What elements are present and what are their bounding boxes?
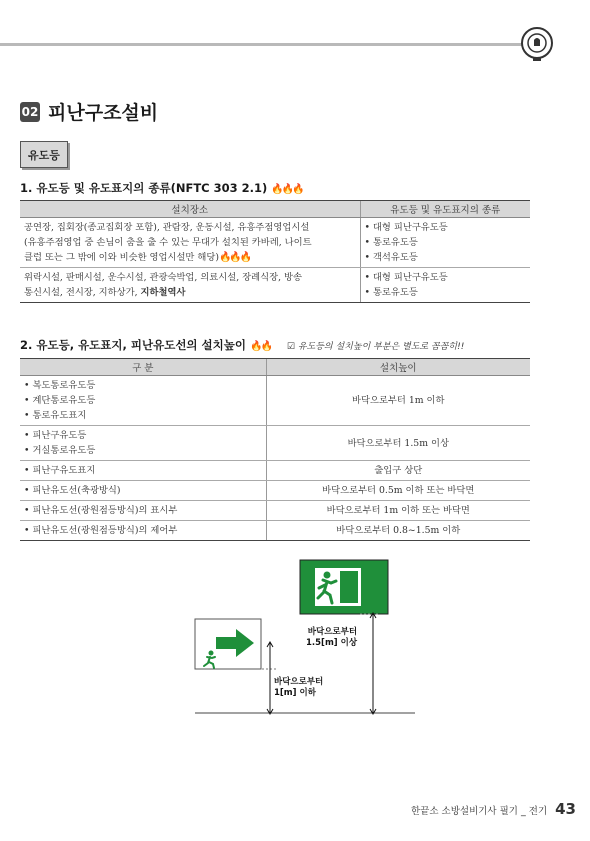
table2-header-category: 구 분 (20, 359, 266, 376)
list-item: • 거실통로유도등 (24, 445, 96, 456)
label-low-height (274, 677, 323, 699)
table2-height-cell: 바닥으로부터 1m 이하 (266, 376, 530, 426)
flame-icon: 🔥🔥🔥 (271, 184, 303, 195)
table2-height-cell: 바닥으로부터 0.8~1.5m 이하 (266, 521, 530, 541)
text-line: (유흥주점영업 중 손님이 춤을 출 수 있는 무대가 설치된 카바레, 나이트 (24, 237, 312, 248)
flame-icon: 🔥🔥🔥 (218, 252, 251, 263)
table2-height-cell: 바닥으로부터 1m 이하 또는 바닥면 (266, 501, 530, 521)
list-item: • 통로유도등 (364, 237, 418, 248)
table-row (20, 268, 530, 303)
table2-header-height: 설치높이 (266, 359, 530, 376)
table-guide-light-types (20, 200, 530, 303)
table2-height-cell: 바닥으로부터 0.5m 이하 또는 바닥면 (266, 481, 530, 501)
table2-category-cell: • 피난유도선(축광방식) (20, 481, 266, 501)
subsection-2-text: 2. 유도등, 유도표지, 피난유도선의 설치높이 (20, 338, 246, 352)
table2-category-cell (20, 426, 266, 461)
exit-sign-icon (300, 560, 388, 614)
table-row (20, 501, 530, 521)
table-row (20, 461, 530, 481)
bell-icon (518, 22, 556, 62)
flame-icon: 🔥🔥 (250, 341, 271, 352)
text-segment: 통신시설, 전시장, 지하상가, (24, 287, 141, 298)
list-item: • 계단통로유도등 (24, 395, 96, 406)
table-install-height (20, 358, 530, 541)
table-row (20, 481, 530, 501)
text-line (24, 285, 356, 300)
text-line: 1[m] 이하 (274, 688, 316, 698)
study-note: ☑ 유도등의 설치높이 부분은 별도로 꼼꼼히!! (286, 342, 465, 352)
table1-types-cell (360, 268, 530, 303)
list-item: • 피난구유도등 (24, 430, 87, 441)
table2-category-cell: • 피난유도선(광원점등방식)의 표시부 (20, 501, 266, 521)
list-item: • 통로유도표지 (24, 410, 87, 421)
table-row (20, 218, 530, 268)
text-line: 바닥으로부터 (307, 627, 358, 637)
table2-category-cell: • 피난유도선(광원점등방식)의 제어부 (20, 521, 266, 541)
bold-text: 지하철역사 (140, 287, 186, 298)
page-footer (411, 800, 576, 818)
table1-header-place: 설치장소 (20, 201, 360, 218)
list-item: • 대형 피난구유도등 (364, 272, 448, 283)
subsection-2-title (20, 337, 464, 353)
subsection-1-title (20, 180, 303, 196)
table2-category-cell: • 피난구유도표지 (20, 461, 266, 481)
section-heading: 피난구조설비 (48, 102, 159, 124)
corridor-guide-sign-icon (195, 619, 261, 669)
text-line: 위락시설, 판매시설, 운수시설, 관광숙박업, 의료시설, 장례식장, 방송 (24, 272, 302, 283)
section-title (20, 98, 158, 125)
table-row (20, 426, 530, 461)
list-item: • 통로유도등 (364, 287, 418, 298)
topic-tag: 유도등 (20, 141, 68, 168)
list-item: • 객석유도등 (364, 252, 418, 263)
table1-types-cell (360, 218, 530, 268)
list-item: • 복도통로유도등 (24, 380, 96, 391)
table-row (20, 521, 530, 541)
table1-header-types: 유도등 및 유도표지의 종류 (360, 201, 530, 218)
table1-place-cell (20, 218, 360, 268)
table2-height-cell: 바닥으로부터 1.5m 이상 (266, 426, 530, 461)
top-rule (0, 43, 528, 46)
text-segment: 클럽 또는 그 밖에 이와 비슷한 영업시설만 해당) (24, 252, 219, 263)
page-number: 43 (555, 800, 576, 818)
text-line: 바닥으로부터 (274, 677, 324, 687)
text-line: 1.5[m] 이상 (306, 638, 358, 648)
table2-height-cell: 출입구 상단 (266, 461, 530, 481)
text-line: 공연장, 집회장(종교집회장 포함), 관람장, 운동시설, 유흥주점영업시설 (24, 222, 310, 233)
section-number: 02 (20, 102, 40, 122)
table2-category-cell (20, 376, 266, 426)
text-line (24, 250, 356, 265)
list-item: • 대형 피난구유도등 (364, 222, 448, 233)
table1-place-cell (20, 268, 360, 303)
label-high-height (306, 627, 357, 649)
table-row (20, 376, 530, 426)
footer-book-title: 한끝소 소방설비기사 필기 _ 전기 (410, 806, 548, 817)
subsection-1-text: 1. 유도등 및 유도표지의 종류(NFTC 303 2.1) (20, 181, 268, 195)
